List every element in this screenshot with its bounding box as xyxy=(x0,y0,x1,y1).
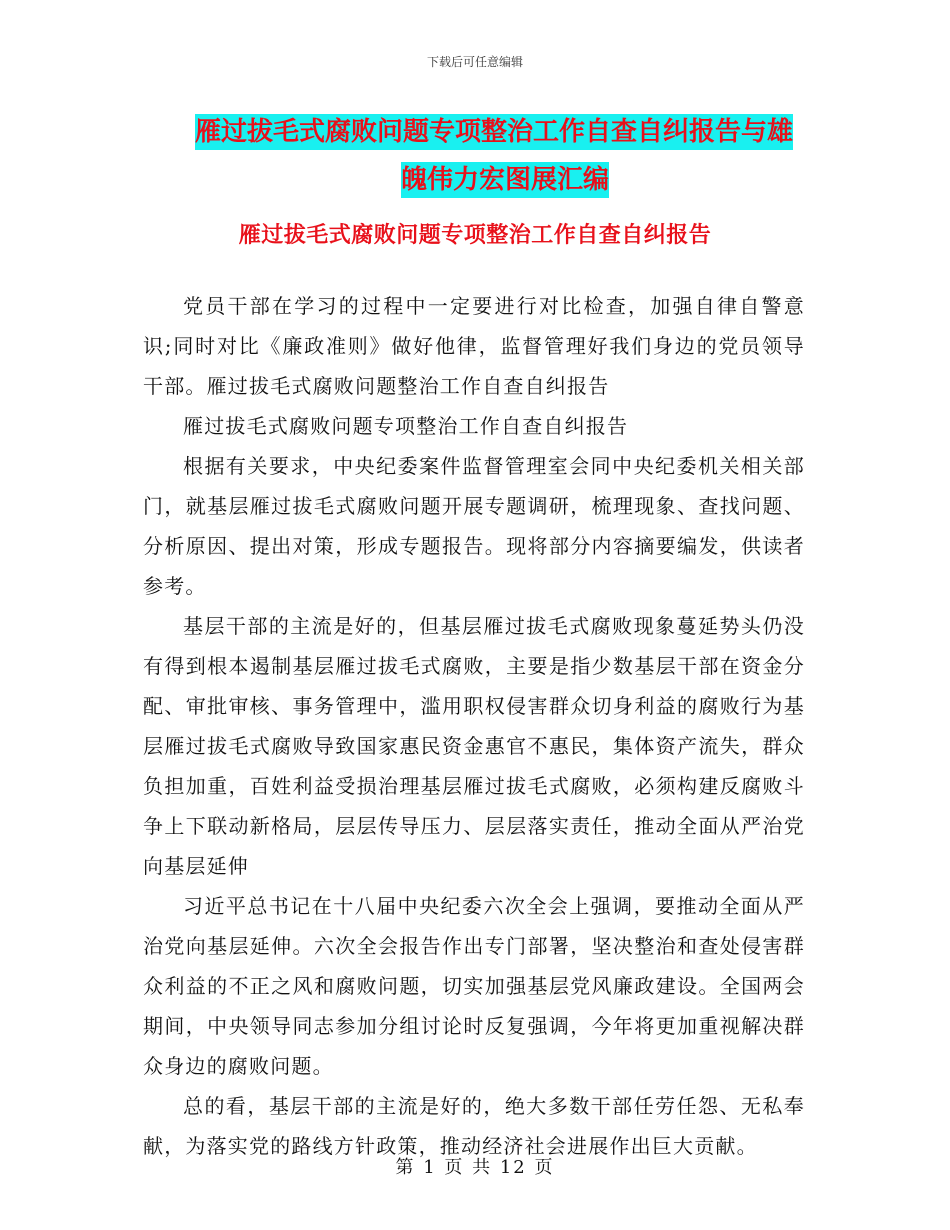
paragraph: 习近平总书记在十八届中央纪委六次全会上强调，要推动全面从严治党向基层延伸。六次全会报告作出专门部署，坚决整治和查处侵害群众利益的不正之风和腐败问题，切实加强基层党风廉政建设。全国两会期间，中央领导同志参加分组讨论时反复强调，今年将更加重视解决群众身边的腐败问题。 xyxy=(143,894,805,1078)
paragraph: 总的看，基层干部的主流是好的，绝大多数干部任劳任怨、无私奉献，为落实党的路线方针政策，推动经济社会进展作出巨大贡献。 xyxy=(143,1094,805,1158)
section-title: 雁过拔毛式腐败问题专项整治工作自查自纠报告 xyxy=(238,223,712,248)
title-line-2: 魄伟力宏图展汇编 xyxy=(401,162,609,198)
paragraph: 根据有关要求，中央纪委案件监督管理室会同中央纪委机关相关部门，就基层雁过拔毛式腐败问题开展专题调研，梳理现象、查找问题、分析原因、提出对策，形成专题报告。现将部分内容摘要编发，供读者参考。 xyxy=(143,454,805,598)
document-title xyxy=(195,108,805,204)
paragraph: 雁过拔毛式腐败问题专项整治工作自查自纠报告 xyxy=(183,414,629,438)
title-line-1: 雁过拔毛式腐败问题专项整治工作自查自纠报告与雄 xyxy=(195,114,793,150)
paragraph: 党员干部在学习的过程中一定要进行对比检查，加强自律自警意识;同时对比《廉政准则》做好他律，监督管理好我们身边的党员领导干部。雁过拔毛式腐败问题整治工作自查自纠报告 xyxy=(143,294,805,398)
paragraph: 基层干部的主流是好的，但基层雁过拔毛式腐败现象蔓延势头仍没有得到根本遏制基层雁过拔毛式腐败，主要是指少数基层干部在资金分配、审批审核、事务管理中，滥用职权侵害群众切身利益的腐败行为基层雁过拔毛式腐败导致国家惠民资金惠官不惠民，集体资产流失，群众负担加重，百姓利益受损治理基层雁过拔毛式腐败，必须构建反腐败斗争上下联动新格局，层层传导压力、层层落实责任，推动全面从严治党向基层延伸 xyxy=(143,614,805,878)
body-text xyxy=(143,286,805,1166)
header-note: 下载后可任意编辑 xyxy=(426,55,523,69)
page-number: 第 1 页 共 12 页 xyxy=(395,1157,555,1178)
